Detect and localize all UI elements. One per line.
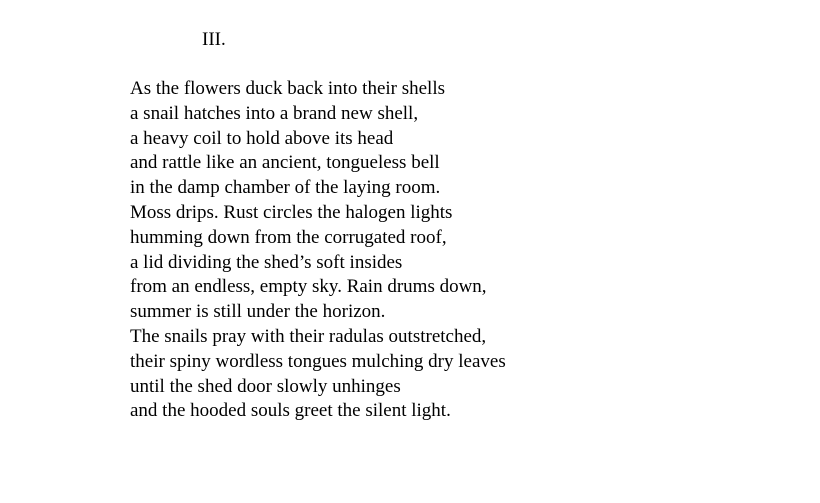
poem-line: summer is still under the horizon. <box>130 301 386 323</box>
poem-line: humming down from the corrugated roof, <box>130 226 447 248</box>
section-heading: III. <box>202 29 226 50</box>
poem-line: in the damp chamber of the laying room. <box>130 177 441 199</box>
poem-line: their spiny wordless tongues mulching dry leaves <box>130 350 506 372</box>
poem-line: a heavy coil to hold above its head <box>130 127 394 149</box>
poem-line: and rattle like an ancient, tongueless bell <box>130 152 440 174</box>
poem-line: from an endless, empty sky. Rain drums down, <box>130 276 487 298</box>
poem-line: until the shed door slowly unhinges <box>130 375 401 397</box>
poem-line: Moss drips. Rust circles the halogen lights <box>130 201 453 223</box>
poem-line: As the flowers duck back into their shells <box>130 78 446 99</box>
poem-line: and the hooded souls greet the silent light. <box>130 400 451 422</box>
poem-line: a lid dividing the shed’s soft insides <box>130 251 403 273</box>
poem-line: The snails pray with their radulas outstretched, <box>130 325 487 347</box>
poem-line: a snail hatches into a brand new shell, <box>130 102 419 124</box>
poem-stanza <box>130 78 506 425</box>
